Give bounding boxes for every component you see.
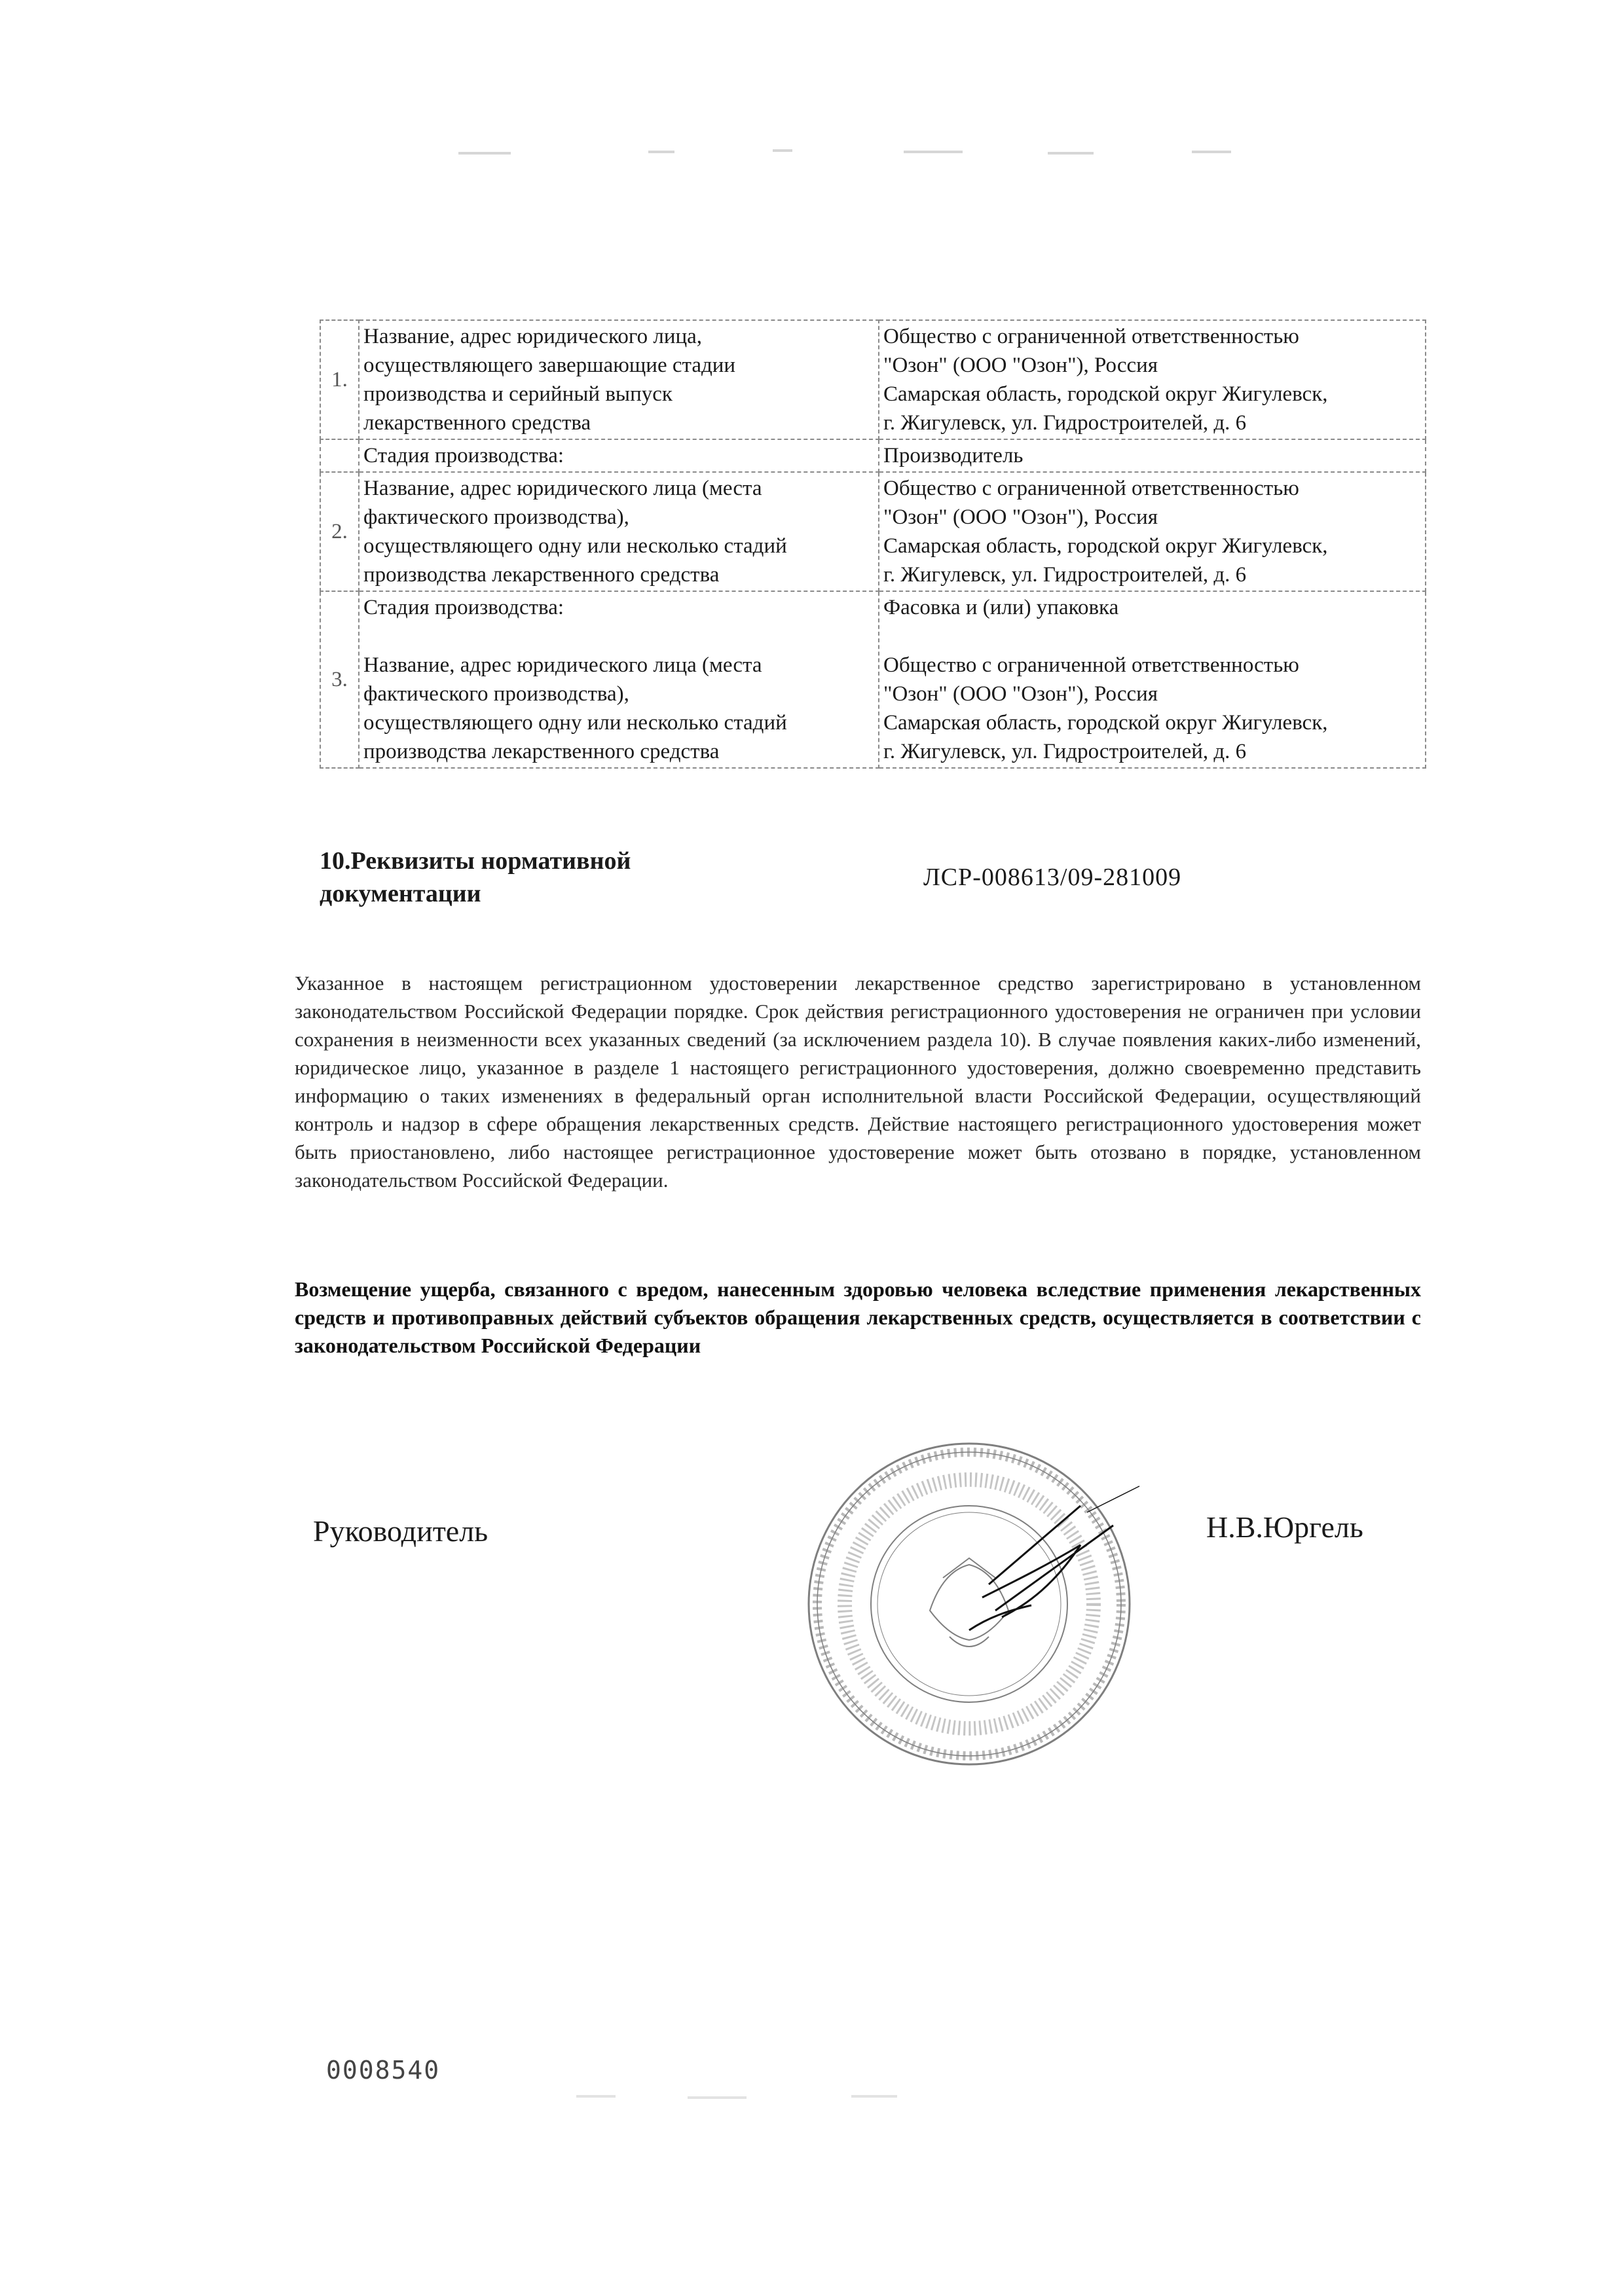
row-label-line: Название, адрес юридического лица (места — [363, 653, 762, 677]
row-value-line — [883, 622, 1421, 651]
row-value-line: Общество с ограниченной ответственностью — [883, 325, 1299, 348]
row-value-cell — [879, 472, 1426, 591]
row-label-cell — [359, 320, 879, 439]
row-label-line: осуществляющего одну или несколько стадий — [363, 534, 787, 558]
row-value-cell — [879, 320, 1426, 439]
row-label-cell — [359, 472, 879, 591]
row-number: 2. — [320, 472, 359, 591]
row-label-line: производства лекарственного средства — [363, 740, 720, 763]
row-label-line: Стадия производства: — [363, 596, 564, 619]
row-value-line: Общество с ограниченной ответственностью — [883, 653, 1299, 677]
row-value-line: Производитель — [883, 444, 1024, 467]
official-seal-stamp — [773, 1414, 1153, 1781]
section-10-title — [320, 845, 791, 910]
row-value-line: Самарская область, городской округ Жигулевск, — [883, 382, 1328, 406]
row-label-line: лекарственного средства — [363, 411, 591, 435]
table-row — [320, 439, 1426, 472]
row-value-line: "Озон" (ООО "Озон"), Россия — [883, 354, 1158, 377]
scan-noise — [648, 151, 674, 153]
row-label-line: фактического производства), — [363, 682, 629, 706]
section-10-title-line: документации — [320, 880, 481, 907]
row-label-line: производства и серийный выпуск — [363, 382, 673, 406]
row-value-line: Самарская область, городской округ Жигулевск, — [883, 534, 1328, 558]
row-value-line: г. Жигулевск, ул. Гидростроителей, д. 6 — [883, 740, 1247, 763]
form-serial-number: 0008540 — [326, 2056, 441, 2085]
row-value-line: Самарская область, городской округ Жигулевск, — [883, 711, 1328, 735]
row-label-line: производства лекарственного средства — [363, 563, 720, 587]
scan-noise — [458, 152, 511, 155]
row-value-line: Общество с ограниченной ответственностью — [883, 477, 1299, 500]
row-label-line — [363, 622, 874, 651]
row-label-line: Название, адрес юридического лица, — [363, 325, 703, 348]
regulatory-document-number: ЛСР-008613/09-281009 — [923, 864, 1182, 891]
signatory-role: Руководитель — [313, 1514, 489, 1548]
row-label-line: Стадия производства: — [363, 444, 564, 467]
row-value-line: г. Жигулевск, ул. Гидростроителей, д. 6 — [883, 563, 1247, 587]
row-value-line: "Озон" (ООО "Озон"), Россия — [883, 682, 1158, 706]
row-number — [320, 439, 359, 472]
row-value-cell — [879, 439, 1426, 472]
scan-noise — [1048, 152, 1094, 155]
row-number: 1. — [320, 320, 359, 439]
scan-noise — [576, 2095, 616, 2098]
signatory-name: Н.В.Юргель — [1206, 1510, 1363, 1544]
row-label-line: осуществляющего завершающие стадии — [363, 354, 736, 377]
row-value-line: г. Жигулевск, ул. Гидростроителей, д. 6 — [883, 411, 1247, 435]
scan-noise — [1192, 151, 1231, 153]
row-label-cell — [359, 439, 879, 472]
scan-noise — [688, 2096, 747, 2099]
registration-validity-paragraph: Указанное в настоящем регистрационном удостоверении лекарственное средство зарегистрировано в установленном законодательством Российской Федерации порядке. Срок действия регистрационного удостоверения не ограничен при условии сохранения в неизменности всех указанных сведений (за исключением раздела 10). В случае появления каких-либо изменений, юридическое лицо, указанное в разделе 1 настоящего регистрационного удостоверения, должно своевременно представить информацию о таких изменениях в федеральный орган исполнительной власти Российской Федерации, осуществляющий контроль и надзор в сфере обращения лекарственных средств. Действие настоящего регистрационного удостоверения может быть приостановлено, либо настоящее регистрационное удостоверение может быть отозвано в порядке, установленном законодательством Российской Федерации. — [295, 972, 1421, 1192]
table-row — [320, 320, 1426, 439]
row-label-line: фактического производства), — [363, 505, 629, 529]
table-row — [320, 472, 1426, 591]
row-value-line: "Озон" (ООО "Озон"), Россия — [883, 505, 1158, 529]
row-value-line: Фасовка и (или) упаковка — [883, 596, 1119, 619]
manufacturer-table — [320, 319, 1426, 769]
scan-noise — [773, 149, 792, 152]
row-label-line: осуществляющего одну или несколько стадий — [363, 711, 787, 735]
row-label-cell — [359, 591, 879, 768]
section-10-title-line: 10.Реквизиты нормативной — [320, 847, 631, 875]
row-value-cell — [879, 591, 1426, 768]
row-number: 3. — [320, 591, 359, 768]
table-row — [320, 591, 1426, 768]
scan-noise — [904, 151, 963, 153]
row-label-line: Название, адрес юридического лица (места — [363, 477, 762, 500]
scan-noise — [851, 2095, 897, 2098]
damage-compensation-paragraph: Возмещение ущерба, связанного с вредом, нанесенным здоровью человека вследствие применения лекарственных средств и противоправных действий субъектов обращения лекарственных средств, осуществляется в соответствии с законодательством Российской Федерации — [295, 1277, 1421, 1357]
